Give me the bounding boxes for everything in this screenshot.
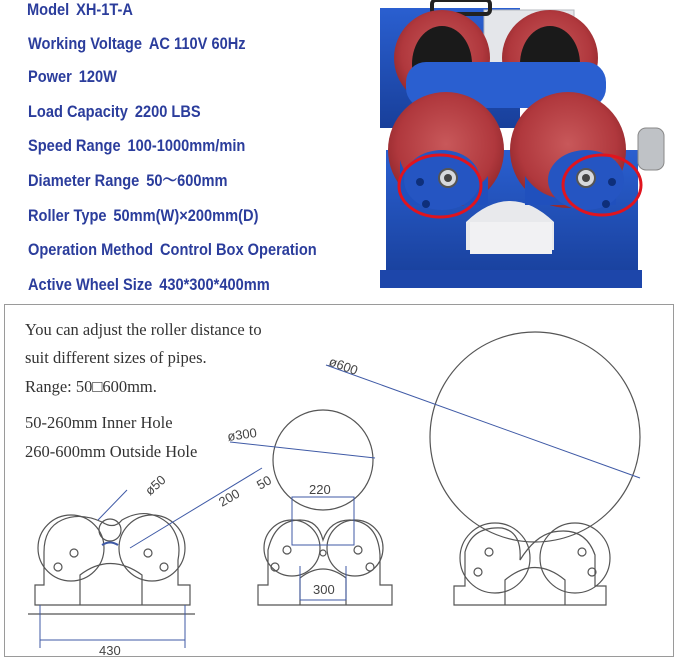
dim-d600: ø600 (326, 353, 360, 378)
spec-value: Control Box Operation (159, 240, 317, 259)
dim-200: 200 (216, 485, 243, 510)
spec-label: Load Capacity (28, 102, 128, 121)
note-line-4: 50-260mm Inner Hole (25, 413, 173, 432)
spec-value: AC 110V 60Hz (148, 34, 246, 53)
note-line-5: 260-600mm Outside Hole (25, 442, 198, 461)
spec-label: Speed Range (28, 136, 121, 155)
spec-value: 50mm(W)×200mm(D) (113, 206, 259, 225)
spec-label: Active Wheel Size (28, 275, 153, 294)
spec-value: 50～600mm (146, 171, 228, 190)
rotator-right (430, 332, 640, 605)
spec-label: Working Voltage (28, 34, 142, 53)
spec-label: Operation Method (28, 240, 154, 259)
spec-value: 120W (78, 67, 117, 86)
rotator-left (28, 514, 195, 614)
rotator-middle (258, 410, 392, 605)
note-line-2: suit different sizes of pipes. (25, 348, 207, 367)
spec-value: 2200 LBS (134, 102, 201, 121)
spec-label: Model (27, 0, 70, 19)
spec-value: XH-1T-A (76, 0, 133, 19)
spec-label: Roller Type (28, 206, 107, 225)
spec-label: Diameter Range (28, 171, 140, 190)
dim-d300: ø300 (226, 424, 258, 444)
note-line-3: Range: 50□600mm. (25, 377, 157, 396)
dim-430: 430 (99, 643, 121, 658)
spec-value: 100-1000mm/min (127, 136, 246, 155)
spec-label: Power (28, 67, 72, 86)
dim-50: 50 (254, 472, 275, 493)
dim-300: 300 (313, 582, 335, 597)
dim-220: 220 (309, 482, 331, 497)
note-line-1: You can adjust the roller distance to (25, 320, 262, 339)
dim-d50: ø50 (141, 472, 169, 499)
spec-value: 430*300*400mm (159, 275, 270, 294)
